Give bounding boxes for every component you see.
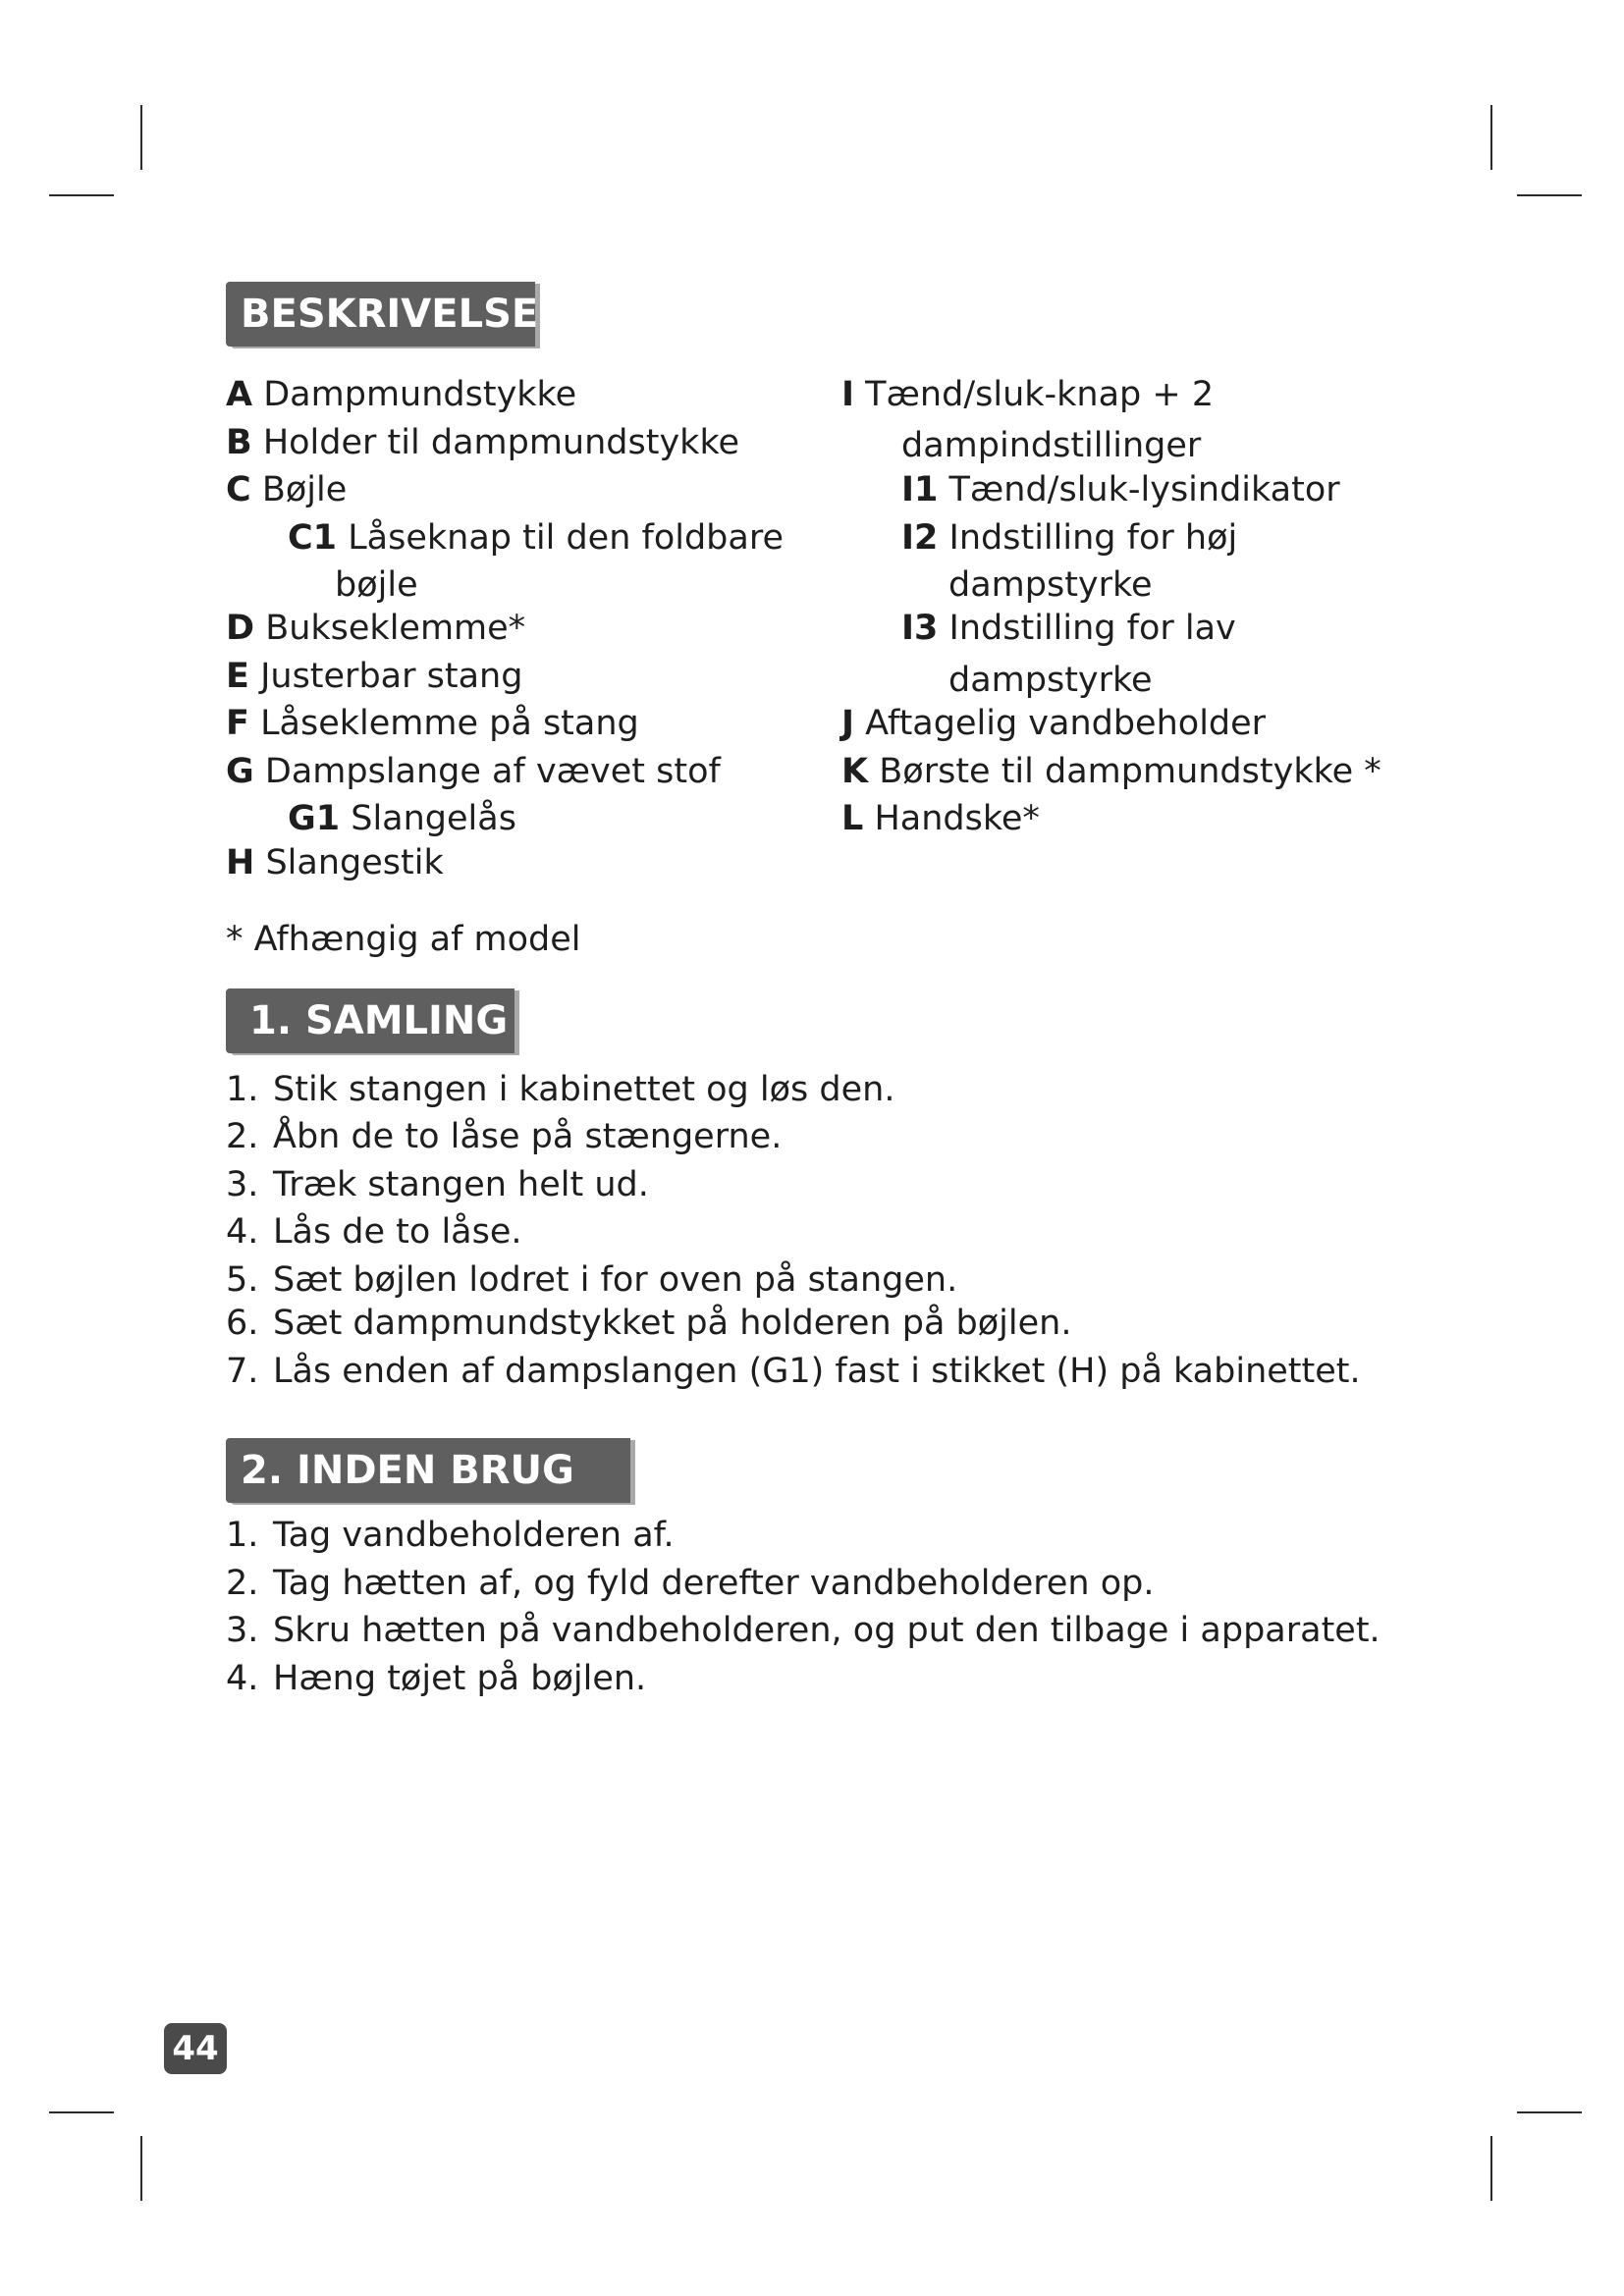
footnote: * Afhængig af model — [226, 920, 581, 959]
crop-mark — [1490, 105, 1492, 170]
part-label: Holder til dampmundstykke — [262, 423, 739, 462]
part-code: A — [226, 375, 253, 414]
part-code: J — [841, 704, 855, 743]
parts-list-item — [901, 516, 1237, 560]
parts-list-item-continuation: dampstyrke — [948, 661, 1153, 700]
part-label: Bøjle — [261, 470, 348, 509]
part-label: Slangestik — [265, 843, 444, 882]
parts-list-item — [841, 750, 1381, 793]
assembly-step — [226, 1210, 522, 1254]
part-label: Indstilling for lav — [948, 609, 1236, 648]
step-text: Tag vandbeholderen af. — [273, 1516, 675, 1555]
parts-list-item — [226, 750, 721, 793]
step-text: Skru hætten på vandbeholderen, og put den tilbage i apparatet. — [273, 1611, 1380, 1650]
crop-mark — [1517, 194, 1582, 196]
part-label: Tænd/sluk-lysindikator — [948, 470, 1340, 509]
part-label: Låseknap til den foldbare — [348, 518, 784, 558]
part-code: C — [226, 470, 251, 509]
section-heading-before-use: 2. INDEN BRUG — [226, 1438, 630, 1503]
step-text: Sæt bøjlen lodret i for oven på stangen. — [273, 1260, 958, 1300]
parts-list-item — [841, 797, 1040, 840]
step-text: Åbn de to låse på stængerne. — [273, 1117, 783, 1156]
part-code: G — [226, 752, 254, 791]
part-code: D — [226, 609, 255, 648]
step-text: Lås enden af dampslangen (G1) fast i stikket (H) på kabinettet. — [273, 1352, 1361, 1391]
crop-mark — [140, 105, 142, 170]
assembly-step — [226, 1163, 649, 1206]
step-text: Stik stangen i kabinettet og løs den. — [273, 1070, 895, 1109]
before-use-step — [226, 1609, 1380, 1652]
crop-mark — [140, 2136, 142, 2201]
part-code: L — [841, 799, 864, 838]
step-number: 4. — [226, 1212, 259, 1252]
step-text: Hæng tøjet på bøjlen. — [273, 1659, 647, 1698]
crop-mark — [49, 194, 114, 196]
part-code: I1 — [901, 470, 939, 509]
before-use-step — [226, 1562, 1154, 1605]
part-label: Aftagelig vandbeholder — [865, 704, 1267, 743]
parts-list-item — [901, 607, 1236, 650]
part-code: F — [226, 704, 249, 743]
parts-list-item — [288, 516, 784, 560]
part-code: I — [841, 375, 855, 414]
part-label: Tænd/sluk-knap + 2 — [865, 375, 1215, 414]
part-label: Indstilling for høj — [948, 518, 1238, 558]
part-label: Dampslange af vævet stof — [264, 752, 721, 791]
assembly-step — [226, 1302, 1071, 1345]
part-code: G1 — [288, 799, 341, 838]
before-use-step — [226, 1657, 646, 1700]
part-code: B — [226, 423, 252, 462]
parts-list-item — [226, 373, 576, 416]
part-label: Justerbar stang — [260, 657, 523, 696]
part-label: Slangelås — [351, 799, 516, 838]
section-heading-description: BESKRIVELSE — [226, 282, 535, 347]
step-number: 2. — [226, 1117, 259, 1156]
crop-mark — [1490, 2136, 1492, 2201]
page-number-badge: 44 — [164, 2023, 227, 2074]
section-heading-assembly: 1. SAMLING — [226, 988, 514, 1053]
part-code: K — [841, 752, 869, 791]
step-text: Lås de to låse. — [273, 1212, 522, 1252]
parts-list-item — [226, 655, 522, 698]
parts-list-item-continuation: dampindstillinger — [901, 426, 1202, 465]
parts-list-item-continuation: dampstyrke — [948, 565, 1153, 605]
assembly-step — [226, 1350, 1361, 1393]
parts-list-item — [226, 607, 525, 650]
part-code: C1 — [288, 518, 338, 558]
step-number: 4. — [226, 1659, 259, 1698]
parts-list-item — [288, 797, 516, 840]
step-number: 5. — [226, 1260, 259, 1300]
parts-list-item — [226, 841, 444, 884]
part-label: Bukseklemme* — [265, 609, 526, 648]
part-code: H — [226, 843, 255, 882]
crop-mark — [1517, 2111, 1582, 2113]
parts-list-item — [226, 421, 739, 464]
parts-list-item — [226, 702, 639, 745]
assembly-step — [226, 1068, 894, 1111]
crop-mark — [49, 2111, 114, 2113]
before-use-step — [226, 1514, 675, 1557]
step-number: 1. — [226, 1516, 259, 1555]
parts-list-item — [841, 373, 1214, 416]
step-text: Sæt dampmundstykket på holderen på bøjlen. — [273, 1304, 1072, 1343]
part-code: E — [226, 657, 249, 696]
parts-list-item — [901, 468, 1340, 511]
part-label: Børste til dampmundstykke * — [879, 752, 1381, 791]
part-code: I2 — [901, 518, 939, 558]
step-number: 1. — [226, 1070, 259, 1109]
parts-list-item — [841, 702, 1266, 745]
parts-list-item-continuation: bøjle — [335, 565, 418, 605]
part-label: Handske* — [874, 799, 1040, 838]
part-label: Låseklemme på stang — [260, 704, 639, 743]
step-text: Tag hætten af, og fyld derefter vandbeholderen op. — [273, 1564, 1155, 1603]
step-number: 7. — [226, 1352, 259, 1391]
step-number: 2. — [226, 1564, 259, 1603]
part-code: I3 — [901, 609, 939, 648]
assembly-step — [226, 1258, 957, 1302]
step-text: Træk stangen helt ud. — [273, 1165, 649, 1204]
step-number: 3. — [226, 1611, 259, 1650]
parts-list-item — [226, 468, 347, 511]
step-number: 3. — [226, 1165, 259, 1204]
assembly-step — [226, 1115, 782, 1158]
part-label: Dampmundstykke — [263, 375, 577, 414]
step-number: 6. — [226, 1304, 259, 1343]
